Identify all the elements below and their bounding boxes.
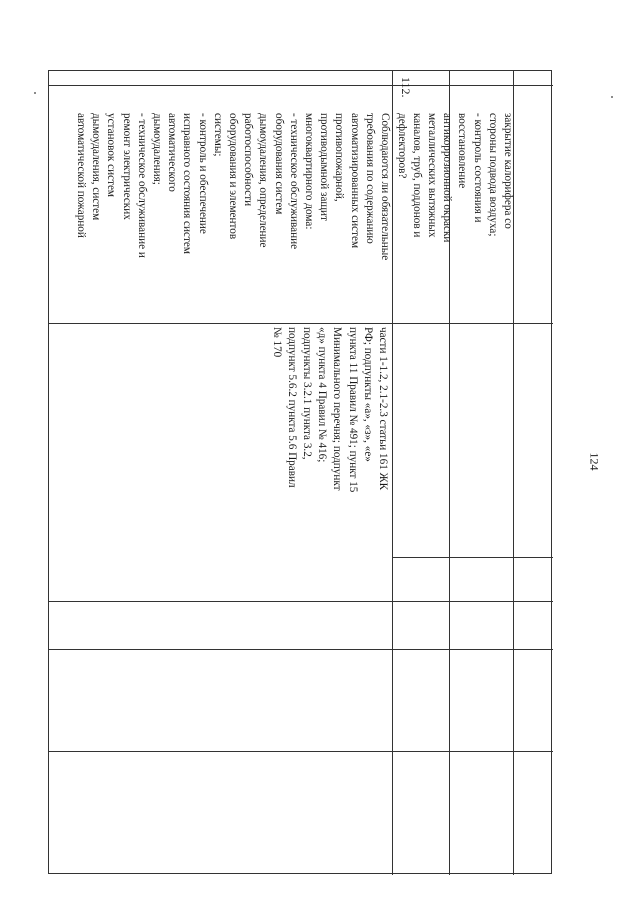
row-divider-2	[392, 557, 553, 558]
checklist-table	[48, 70, 552, 874]
row-divider-1	[49, 323, 553, 324]
speck-2	[611, 96, 613, 98]
row-divider-6	[49, 85, 553, 86]
row-divider-3	[49, 601, 553, 602]
page-number: 124	[587, 452, 602, 471]
row-divider-5	[49, 751, 553, 752]
row-number: 112.	[399, 77, 413, 98]
question-text: Соблюдаются ли обязательные требования по содержанию автоматизированных систем противопожарной, противодымной защит многоквартирного дома: - техническое обслуживание оборудования систем дымоудаления, определение работоспособности оборудования и элементов системы; - контроль и обеспечение исправного состояния систем автоматического дымоудаления; - техническое обслуживание и ремонт электрических установок систем дымоудаления, систем автоматической пожарной	[74, 113, 391, 261]
requirements-text: части 1-1.2, 2.1-2.3 статьи 161 ЖК РФ; подпункты «а», «з», «е» пункта 11 Правил № 491; пункт 15 Минимального перечня; подпункт «д» пункта 4 Правил № 416; подпункты 3.2.1 пункта 3.2, подпункт 5.6.2 пункта 5.6 Правил № 170	[270, 327, 389, 493]
row-divider-4	[49, 649, 553, 650]
previous-row-text: закрытие калорифера со стороны подвода воздуха; - контроль состояния и восстановление антикоррозионной окраски металлических вытяжных каналов, труб, поддонов и дефлекторов?	[395, 113, 514, 243]
speck-1	[34, 92, 36, 94]
